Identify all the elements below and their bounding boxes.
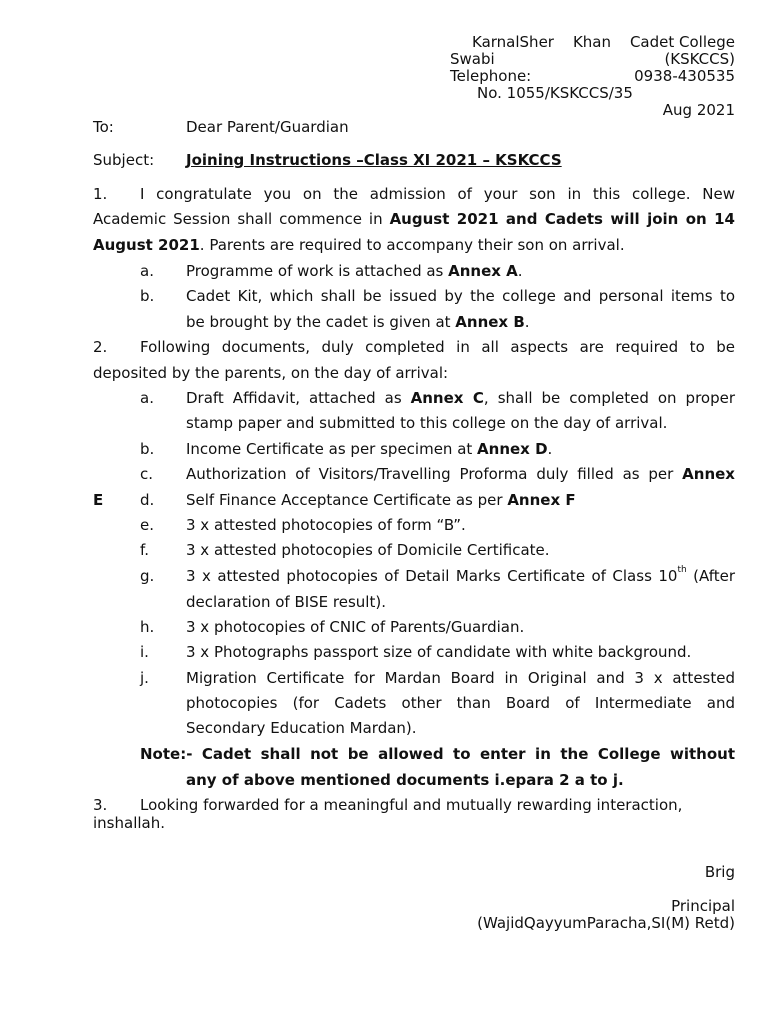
college-name-word: Cadet College [629,33,735,51]
list-item: 3 x attested photocopies of Domicile Certificate. [186,541,550,559]
telephone-label: Telephone: [450,67,532,85]
signatory-rank: Brig [704,863,735,881]
list-item-continued: be brought by the cadet is given at Annex B. [186,313,530,331]
list-item: 3 x photocopies of CNIC of Parents/Guardian. [186,618,525,636]
to-label: To: [93,118,114,136]
paragraph-number: 2. [93,338,108,356]
list-item: Income Certificate as per specimen at Annex D. [186,440,553,458]
note-line: Note:- Cadet shall not be allowed to enter in the College without [140,745,735,763]
list-item-label: f. [140,541,149,559]
college-name [450,33,735,51]
college-abbr: (KSKCCS) [664,50,735,68]
college-city: Swabi [450,50,495,68]
list-item: Migration Certificate for Mardan Board in Original and 3 x attested [186,669,735,687]
list-item-continued: stamp paper and submitted to this college on the day of arrival. [186,414,668,432]
letter-date: Aug 2021 [662,101,735,119]
list-item-label: b. [140,440,155,458]
college-name-word: KarnalSher [472,33,554,51]
list-item: 3 x Photographs passport size of candidate with white background. [186,643,692,661]
paragraph-line: August 2021. Parents are required to accompany their son on arrival. [93,236,625,254]
note-line: any of above mentioned documents i.epara 2 a to j. [186,771,624,789]
paragraph-line: I congratulate you on the admission of your son in this college. New [140,185,735,203]
list-item: 3 x attested photocopies of Detail Marks Certificate of Class 10th (After [186,565,736,585]
signatory-title: Principal [671,897,735,915]
list-item: Authorization of Visitors/Travelling Proforma duly filled as per Annex [186,465,735,483]
college-name-word: Khan [572,33,611,51]
list-item-label: d. [140,491,155,509]
list-item-continued: declaration of BISE result). [186,593,386,611]
paragraph-number: 1. [93,185,108,203]
list-item-label: g. [140,567,155,585]
telephone-row [450,67,735,85]
list-item-label: a. [140,389,154,407]
paragraph-line: Looking forwarded for a meaningful and mutually rewarding interaction, [140,796,683,814]
telephone-number: 0938-430535 [634,67,735,85]
list-item-label: h. [140,618,155,636]
college-location-row [450,50,735,68]
list-item-continued: Secondary Education Mardan). [186,719,417,737]
subject-label: Subject: [93,151,155,169]
list-item-label: c. [140,465,154,483]
reference-number: No. 1055/KSKCCS/35 [477,84,633,102]
list-item: Self Finance Acceptance Certificate as per Annex F [186,491,576,509]
list-item-label: j. [140,669,149,687]
paragraph-line: Following documents, duly completed in all aspects are required to be [140,338,735,356]
list-item: Cadet Kit, which shall be issued by the college and personal items to [186,287,735,305]
paragraph-line: Academic Session shall commence in August 2021 and Cadets will join on 14 [93,210,735,228]
list-item-label: a. [140,262,154,280]
list-item-label: i. [140,643,149,661]
list-item-label: e. [140,516,154,534]
list-item: Draft Affidavit, attached as Annex C, shall be completed on proper [186,389,735,407]
list-item: Programme of work is attached as Annex A. [186,262,523,280]
subject-title: Joining Instructions –Class XI 2021 – KSKCCS [186,151,562,169]
list-item: 3 x attested photocopies of form “B”. [186,516,466,534]
salutation: Dear Parent/Guardian [186,118,349,136]
paragraph-line: deposited by the parents, on the day of arrival: [93,364,449,382]
signatory-name: (WajidQayyumParacha,SI(M) Retd) [477,914,735,932]
list-item-wrap: E [93,491,104,509]
list-item-continued: photocopies (for Cadets other than Board of Intermediate and [186,694,735,712]
paragraph-line: inshallah. [93,814,165,832]
paragraph-number: 3. [93,796,108,814]
list-item-label: b. [140,287,155,305]
